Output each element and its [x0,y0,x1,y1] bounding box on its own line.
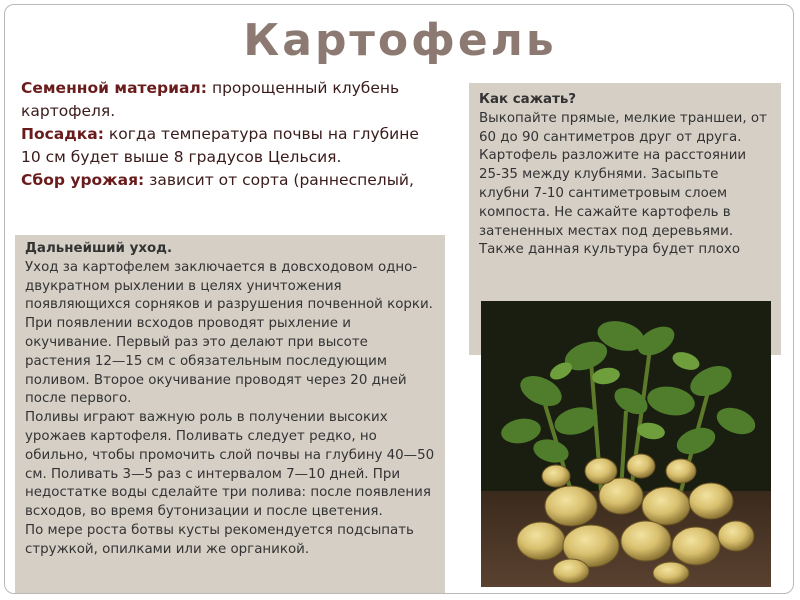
harvest-label: Сбор урожая: [21,171,145,189]
potato-photo [481,301,771,587]
slide-frame [4,4,794,594]
care-heading: Дальнейший уход. [25,241,173,256]
slide-title: Картофель [243,15,557,66]
harvest-paragraph [21,169,441,192]
care-paragraph: Поливы играют важную роль в получении высоких урожаев картофеля. Поливать следует редко, но обильно, чтобы промочить слой почвы на глубину 40—50 см. Поливать 3—5 раз с интервалом 7—10 дней. При недостатке воды сделайте три полива: после появления всходов, во время бутонизации и после цветения. [25,410,435,520]
seed-label: Семенной материал: [21,79,207,97]
seed-text: пророщенный клубень картофеля. [21,79,400,120]
intro-block [21,77,441,192]
care-paragraph: По мере роста ботвы кусты рекомендуется подсыпать стружкой, опилками или же органикой. [25,522,414,557]
harvest-text: зависит от сорта (раннеспелый, [149,171,414,189]
planting-paragraph [21,123,441,169]
care-paragraph: При появлении всходов проводят рыхление и окучивание. Первый раз это делают при высоте растения 12—15 см с обязательным последующим поливом. Второе окучивание проводят через 20 дней после первого. [25,316,407,407]
care-box [15,235,445,594]
planting-label: Посадка: [21,125,104,143]
care-paragraph: Уход за картофелем заключается в довсходовом одно-двукратном рыхлении в целях уничтожения появляющихся сорняков и разрушения почвенной корки. [25,259,433,313]
planting-text: когда температура почвы на глубине 10 см будет выше 8 градусов Цельсия. [21,125,419,166]
potato-plant-illustration [481,301,771,587]
seed-paragraph [21,77,441,123]
how-to-plant-text: Выкопайте прямые, мелкие траншеи, от 60 до 90 сантиметров друг от друга. Картофель разложите на расстоянии 25-35 между клубнями. Засыпьте клубни 7-10 сантиметровым слоем компоста. Не сажайте картофель в затененных местах под деревьями. Также данная культура будет плохо [479,110,767,258]
how-to-plant-heading: Как сажать? [479,92,577,107]
